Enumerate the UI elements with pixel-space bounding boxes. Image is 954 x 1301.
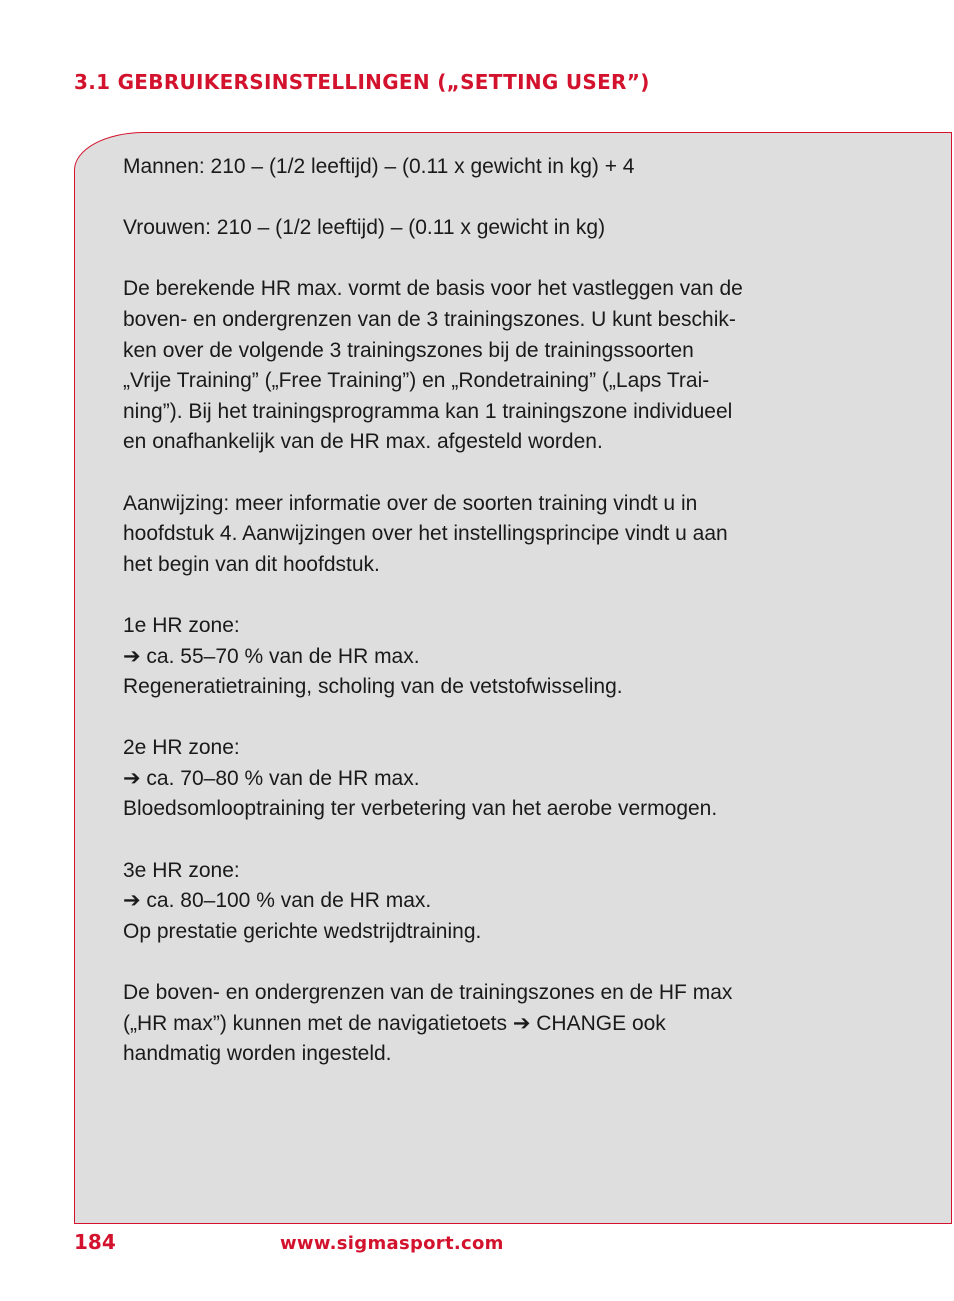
formula-women: Vrouwen: 210 – (1/2 leeftijd) – (0.11 x gewicht in kg) [123, 216, 606, 240]
footer-url[interactable]: www.sigmasport.com [280, 1233, 504, 1254]
body-text [123, 152, 843, 1100]
paragraph-hrmax: De berekende HR max. vormt de basis voor het vastleggen van de boven- en ondergrenzen van de 3 trainingszones. U kunt beschik- ken over de volgende 3 trainingszones bij de trainingssoorten „Vrije Training” („Free Training”) en „Rondetraining” („Laps Trai- ning”). Bij het trainingsprogramma kan 1 trainingszone individueel en onafhankelijk van de HR max. afgesteld worden. [123, 277, 743, 454]
page-title: 3.1 GEBRUIKERSINSTELLINGEN („SETTING USER”) [74, 70, 650, 94]
zone-2: 2e HR zone: ➔ ca. 70–80 % van de HR max. Bloedsomlooptraining ter verbetering van het aerobe vermogen. [123, 736, 718, 821]
formula-men: Mannen: 210 – (1/2 leeftijd) – (0.11 x gewicht in kg) + 4 [123, 155, 635, 178]
paragraph-change: De boven- en ondergrenzen van de trainingszones en de HF max („HR max”) kunnen met de navigatietoets ➔ CHANGE ook handmatig worden ingesteld. [123, 981, 733, 1066]
zone-1: 1e HR zone: ➔ ca. 55–70 % van de HR max. Regeneratietraining, scholing van de vetstofwisseling. [123, 613, 623, 699]
page-number: 184 [74, 1230, 116, 1254]
zone-3: 3e HR zone: ➔ ca. 80–100 % van de HR max. Op prestatie gerichte wedstrijdtraining. [123, 858, 482, 943]
paragraph-note: Aanwijzing: meer informatie over de soorten training vindt u in hoofdstuk 4. Aanwijzingen over het instellingsprincipe vindt u aan het begin van dit hoofdstuk. [123, 491, 728, 576]
